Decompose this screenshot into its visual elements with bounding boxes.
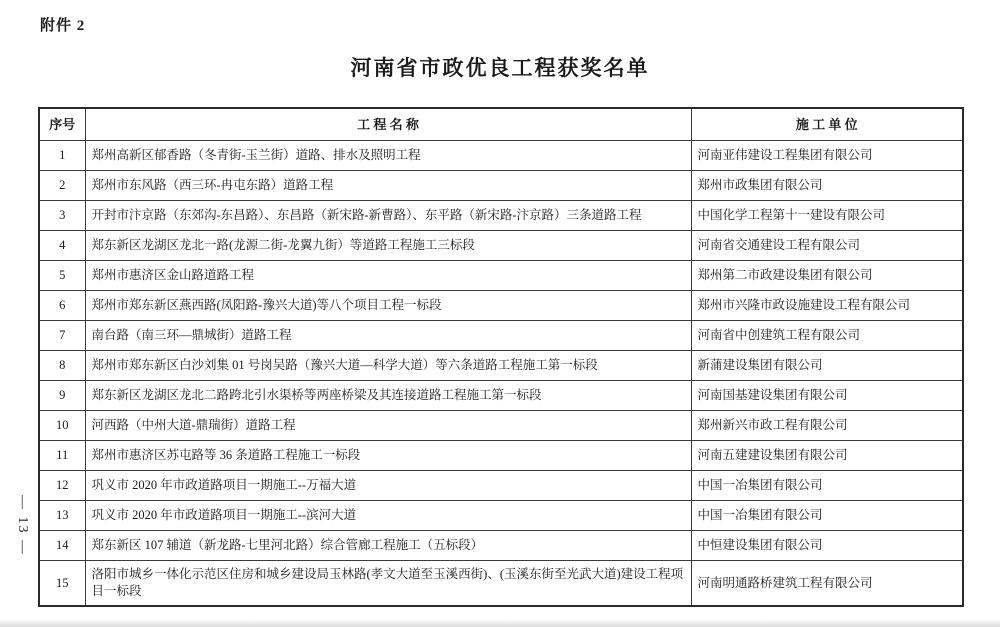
construction-unit: 郑州市政集团有限公司 — [691, 171, 963, 201]
table-row — [39, 561, 963, 607]
project-name: 洛阳市城乡一体化示范区住房和城乡建设局玉林路(孝文大道至玉溪西街)、(玉溪东街至光武大道)建设工程项目一标段 — [85, 561, 691, 607]
row-no: 8 — [39, 351, 85, 381]
page-number: — 13 — — [15, 494, 30, 556]
construction-unit: 郑州市兴隆市政设施建设工程有限公司 — [691, 291, 963, 321]
row-no: 4 — [39, 231, 85, 261]
construction-unit: 中国一冶集团有限公司 — [691, 501, 963, 531]
project-name: 郑东新区 107 辅道（新龙路-七里河北路）综合管廊工程施工（五标段） — [85, 531, 691, 561]
construction-unit: 中国一冶集团有限公司 — [691, 471, 963, 501]
construction-unit: 河南亚伟建设工程集团有限公司 — [691, 141, 963, 171]
page-title: 河南省市政优良工程获奖名单 — [350, 56, 650, 80]
row-no: 14 — [39, 531, 85, 561]
table-row — [39, 531, 963, 561]
table-row — [39, 141, 963, 171]
project-name: 郑州市郑东新区白沙刘集 01 号岗吴路（豫兴大道—科学大道）等六条道路工程施工第一标段 — [85, 351, 691, 381]
table-row — [39, 501, 963, 531]
project-name: 郑东新区龙湖区龙北一路(龙源二街-龙翼九街）等道路工程施工三标段 — [85, 231, 691, 261]
attachment-label: 附件 2 — [40, 18, 86, 34]
row-no: 15 — [39, 561, 85, 607]
row-no: 10 — [39, 411, 85, 441]
table-header-row — [39, 108, 963, 141]
award-table — [38, 107, 964, 607]
construction-unit: 中国化学工程第十一建设有限公司 — [691, 201, 963, 231]
project-name: 南台路（南三环—鼎城街）道路工程 — [85, 321, 691, 351]
table-row — [39, 171, 963, 201]
project-name: 郑州市惠济区苏屯路等 36 条道路工程施工一标段 — [85, 441, 691, 471]
header-project-name: 工 程 名 称 — [85, 108, 691, 141]
project-name: 巩义市 2020 年市政道路项目一期施工--万福大道 — [85, 471, 691, 501]
table-row — [39, 471, 963, 501]
project-name: 开封市汴京路（东郊沟-东昌路）、东昌路（新宋路-新曹路）、东平路（新宋路-汴京路）三条道路工程 — [85, 201, 691, 231]
row-no: 5 — [39, 261, 85, 291]
construction-unit: 郑州第二市政建设集团有限公司 — [691, 261, 963, 291]
construction-unit: 河南明通路桥建筑工程有限公司 — [691, 561, 963, 607]
project-name: 巩义市 2020 年市政道路项目一期施工--滨河大道 — [85, 501, 691, 531]
project-name: 郑州市东风路（西三环-冉屯东路）道路工程 — [85, 171, 691, 201]
header-construction-unit: 施 工 单 位 — [691, 108, 963, 141]
row-no: 1 — [39, 141, 85, 171]
row-no: 7 — [39, 321, 85, 351]
scan-edge — [0, 619, 1000, 627]
construction-unit: 河南省中创建筑工程有限公司 — [691, 321, 963, 351]
table-row — [39, 441, 963, 471]
construction-unit: 郑州新兴市政工程有限公司 — [691, 411, 963, 441]
project-name: 郑州市郑东新区燕西路(凤阳路-豫兴大道)等八个项目工程一标段 — [85, 291, 691, 321]
construction-unit: 河南五建建设集团有限公司 — [691, 441, 963, 471]
project-name: 郑州高新区郁香路（冬青街-玉兰街）道路、排水及照明工程 — [85, 141, 691, 171]
table-row — [39, 351, 963, 381]
construction-unit: 新蒲建设集团有限公司 — [691, 351, 963, 381]
table-row — [39, 381, 963, 411]
row-no: 6 — [39, 291, 85, 321]
table-row — [39, 261, 963, 291]
construction-unit: 河南省交通建设工程有限公司 — [691, 231, 963, 261]
header-no: 序号 — [39, 108, 85, 141]
table-row — [39, 291, 963, 321]
row-no: 12 — [39, 471, 85, 501]
construction-unit: 河南国基建设集团有限公司 — [691, 381, 963, 411]
project-name: 河西路（中州大道-鼎瑞街）道路工程 — [85, 411, 691, 441]
construction-unit: 中恒建设集团有限公司 — [691, 531, 963, 561]
project-name: 郑州市惠济区金山路道路工程 — [85, 261, 691, 291]
row-no: 13 — [39, 501, 85, 531]
row-no: 2 — [39, 171, 85, 201]
table-row — [39, 201, 963, 231]
table-row — [39, 411, 963, 441]
table-row — [39, 231, 963, 261]
project-name: 郑东新区龙湖区龙北二路跨北引水渠桥等两座桥梁及其连接道路工程施工第一标段 — [85, 381, 691, 411]
table-row — [39, 321, 963, 351]
row-no: 11 — [39, 441, 85, 471]
row-no: 3 — [39, 201, 85, 231]
row-no: 9 — [39, 381, 85, 411]
